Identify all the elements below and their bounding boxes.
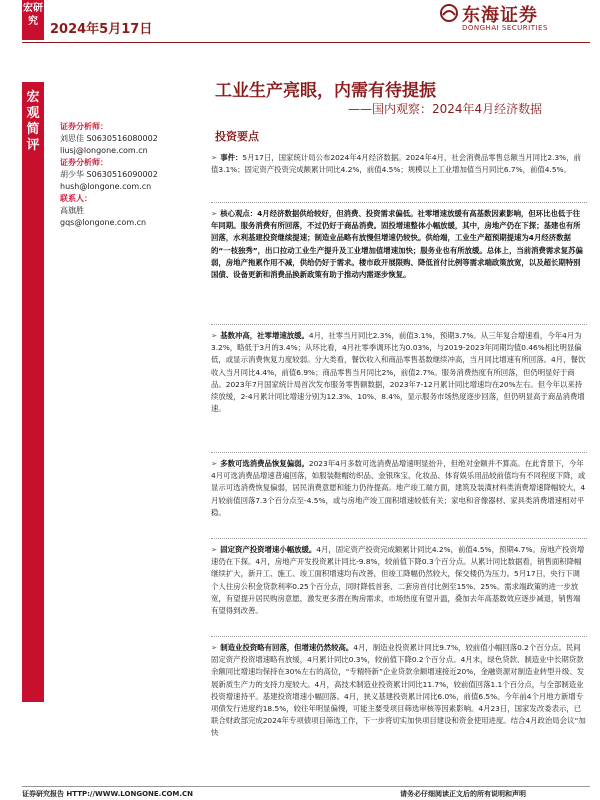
- paragraph-divider: [211, 324, 587, 325]
- analyst-email: hush@longone.com.cn: [60, 182, 152, 191]
- header-divider: [22, 42, 590, 43]
- bullet-arrow-icon: ➢: [211, 331, 218, 340]
- paragraph-lead: 多数可选消费品恢复偏弱。: [220, 459, 309, 468]
- report-subtitle: ——国内观察：2024年4月经济数据: [348, 102, 543, 116]
- footer-disclaimer: 请务必仔细阅读正文后的所有说明和声明: [400, 790, 526, 798]
- company-logo: [440, 4, 590, 40]
- side-band: [22, 82, 44, 702]
- summary-heading: 投资要点: [215, 130, 259, 143]
- analyst-label: 证券分析师：: [60, 122, 108, 131]
- bullet-arrow-icon: ➢: [211, 545, 218, 554]
- footer-website[interactable]: 证券研究报告 HTTP://WWW.LONGONE.COM.CN: [22, 790, 194, 798]
- paragraph-text: 2023年4月多数可选消费品增速明显抬升，但绝对金额并不算高。在此背景下，今年4月可选消费品增速普遍回落，如服装鞋帽纺织品、金银珠宝、化妆品、体育娱乐用品较前值均有不同程度下降，或显示可选消费恢复偏弱，居民消费意愿和能力仍待提高。地产竣工端方面，建筑及装潢材料类消费增速降幅较大，4月较前值回落7.3个百分点至-4.5%，或与房地产竣工面积增速较低有关；家电和音像器材、家具类消费增速相对平稳。: [211, 459, 586, 517]
- bullet-arrow-icon: ➢: [211, 209, 218, 218]
- logo-chinese-name: 东海证券: [462, 5, 538, 26]
- paragraph-text: 4月，社零当月同比2.3%，前值3.1%，预期3.7%。从三年复合增速看，今年4月为3.2%，略低于3月的3.4%；从环比看，4月社零季调环比为0.03%，与2019-2023年同期均值0.46%相比明显偏低，或显示消费恢复力度较弱。分大类看，餐饮收入和商品零售基数继续冲高，当月同比增速有所回落。4月，餐饮收入当月同比4.4%，前值6.9%；商品零售当月同比2%，前值2.7%。服务消费热度有所回落，但仍明显好于商品。2023年7月国家统计局首次发布服务零售额数据，2023年7-12月累计同比增速均在20%左右。但今年以来持续放缓，2-4月累计同比增速分别为12.3%、10%、8.4%，显示服务市场热度逐步回落，但仍明显高于商品消费增速。: [211, 331, 586, 414]
- paragraph-text: 4月，制造业投资累计同比9.7%，较前值小幅回落0.2个百分点。民间固定资产投资增速略有放缓，4月累计同比0.3%，较前值下降0.2个百分点。4月末，绿色贷款、制造业中长期贷款余额同比增速均保持在30%左右的高位，“专精特新”企业贷款余额增速接近20%，金融资源对制造业转型升级、发展新质生产力的支持力度较大。4月，高技术制造业投资累计同比11.7%，较前值回落1.1个百分点，与全部制造业投资增速持平。基建投资增速小幅回落。4月，狭义基建投资累计同比6.0%，前值6.5%。今年前4个月地方新增专项债发行进度约18.5%，较往年明显偏慢，可能主要受项目筛选审核等因素影响。4月23日，国家发改委表示，已联合财政部完成2024年专项债项目筛选工作，下一步将切实加快项目建设和资金使用进度。结合4月政治局会议“加快: [211, 643, 586, 738]
- summary-paragraph: [211, 330, 587, 415]
- category-tag: 宏研究: [22, 0, 44, 40]
- summary-paragraph: [211, 208, 587, 281]
- paragraph-lead: 制造业投资略有回落，但增速仍然较高。: [220, 643, 354, 652]
- analyst-label: 证券分析师：: [60, 158, 108, 167]
- summary-paragraph: [211, 544, 587, 617]
- analyst-email: liusj@longone.com.cn: [60, 146, 148, 155]
- side-band-label: 宏观简评: [26, 90, 40, 153]
- summary-paragraph: [211, 642, 587, 780]
- paragraph-lead: 基数冲高，社零增速放缓。: [220, 331, 309, 340]
- paragraph-divider: [211, 636, 587, 637]
- contact-label: 联系人：: [60, 194, 92, 203]
- report-date: 2024年5月17日: [50, 22, 153, 37]
- paragraph-lead: 核心观点：4月经济数据供给较好，但消费、投资需求偏低。社零增速放缓有高基数因素影响，但环比也低于往年同期。服务消费有所回落，不过仍好于商品消费。固投增速整体小幅放缓，其中，房地产仍在下探；基建也有所回落，水利基建投资继续提速；制造业品略有放慢但增速仍较快。供给端，工业生产超预期提速为4月经济数据的“一枝独秀”，出口拉动工业生产提升及工业增加值增速加快；服务业也有所放缓。总体上，当前消费需求复苏偏弱，房地产拖累作用不减，供给仍好于需求。楼市政开展限购、降低首付比例等需求端政策放宽，以及超长期特别国债、设备更新和消费品换新政策有助于推动内需逐步恢复。: [211, 209, 583, 280]
- footer-divider: [22, 786, 590, 787]
- logo-english-name: DONGHAI SECURITIES: [462, 24, 548, 32]
- paragraph-lead: 事件：: [220, 153, 243, 162]
- bullet-arrow-icon: ➢: [211, 153, 218, 162]
- paragraph-divider: [211, 202, 587, 203]
- paragraph-divider: [211, 538, 587, 539]
- summary-paragraph: [211, 458, 587, 519]
- paragraph-lead: 固定资产投资增速小幅放缓。: [220, 545, 317, 554]
- paragraph-text: 5月17日，国家统计局公布2024年4月经济数据。2024年4月，社会消费品零售总额当月同比2.3%，前值3.1%；固定资产投资完成额累计同比4.2%，前值4.5%；规模以上工业增加值当月同比6.7%，前值4.5%。: [211, 153, 581, 175]
- analyst-name: 刘思佳 S0630516080002: [60, 134, 158, 143]
- contact-email: gqs@longone.com.cn: [60, 218, 147, 227]
- contact-name: 高旗胜: [60, 206, 84, 215]
- bullet-arrow-icon: ➢: [211, 459, 218, 468]
- paragraph-divider: [211, 452, 587, 453]
- paragraph-text: 4月，固定资产投资完成额累计同比4.2%，前值4.5%，预期4.7%。房地产投资增速仍在下探。4月，房地产开发投资累计同比-9.8%，较前值下降0.3个百分点。从累计同比数据看，销售面积降幅继续扩大，新开工、施工、竣工面积增速均有改善，但竣工降幅仍然较大，保交楼仍为压力。5月17日，央行下调个人住房公积金贷款利率0.25个百分点，同时降低首套、二套房首付比例至15%、25%。需求端政策的进一步放宽，有望提升居民购房意愿，激发更多潜在购房需求，市场热度有望升温，叠加去年高基数效应逐步减退，销售端有望得到改善。: [211, 545, 585, 616]
- logo-mark-icon: [440, 4, 458, 22]
- analyst-name: 胡少华 S0630516090002: [60, 170, 158, 179]
- bullet-arrow-icon: ➢: [211, 643, 218, 652]
- analyst-info: [60, 121, 200, 229]
- summary-paragraph: [211, 152, 587, 176]
- report-title: 工业生产亮眼，内需有待提振: [215, 81, 436, 101]
